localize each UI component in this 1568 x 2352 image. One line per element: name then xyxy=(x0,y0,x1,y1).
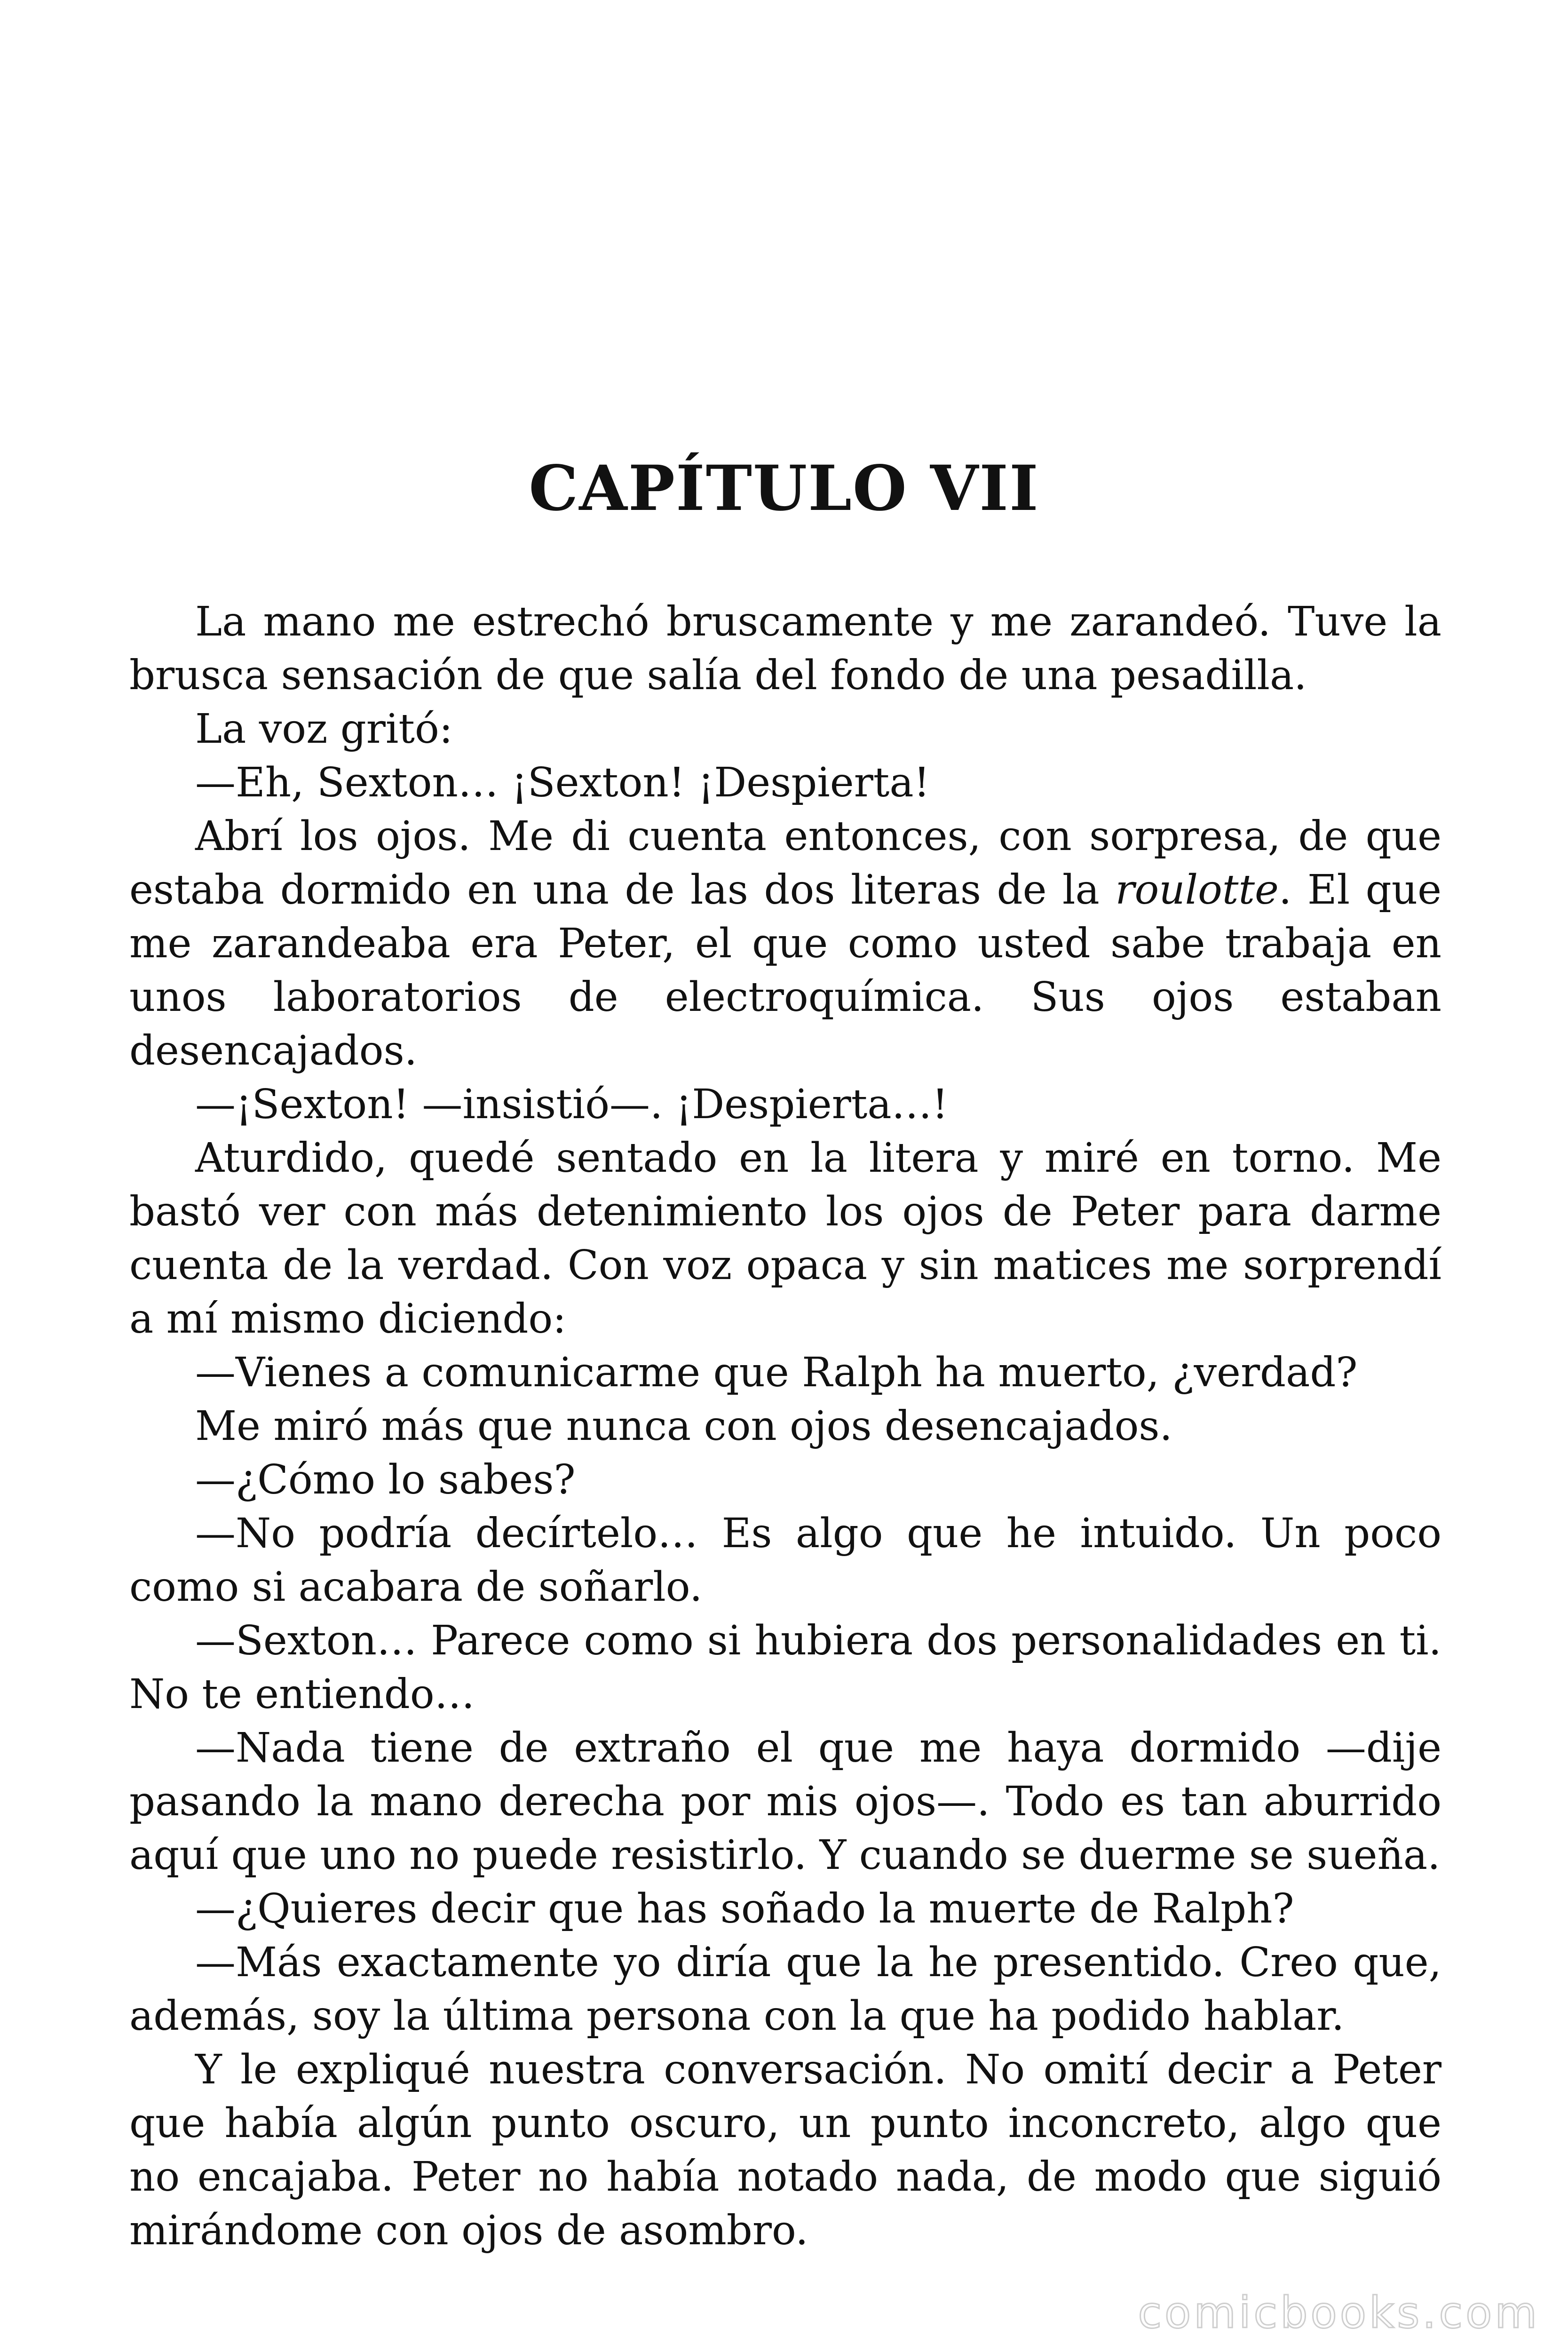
paragraph: Me miró más que nunca con ojos desencajados. xyxy=(195,1403,1172,1450)
paragraph: —No podría decírtelo… Es algo que he intuido. Un poco como si acabara de soñarlo. xyxy=(129,1510,1441,1611)
paragraph: La voz gritó: xyxy=(195,706,453,753)
watermark: comicbooks.com xyxy=(1138,2288,1540,2338)
paragraph: —¡Sexton! —insistió—. ¡Despierta…! xyxy=(195,1081,949,1128)
paragraph: —¿Quieres decir que has soñado la muerte de Ralph? xyxy=(195,1885,1294,1932)
paragraph-text: Abrí los ojos. Me di cuenta entonces, con sorpresa, de que estaba dormido en una de las dos literas de la xyxy=(129,813,1441,914)
paragraph: —Nada tiene de extraño el que me haya dormido —dije pasando la mano derecha por mis ojos—. Todo es tan aburrido aquí que uno no puede resistirlo. Y cuando se duerme se sueña. xyxy=(129,1724,1441,1879)
paragraph: La mano me estrechó bruscamente y me zarandeó. Tuve la brusca sensación de que salía del fondo de una pesadilla. xyxy=(129,598,1441,699)
paragraph: Aturdido, quedé sentado en la litera y miré en torno. Me bastó ver con más detenimiento los ojos de Peter para darme cuenta de la verdad. Con voz opaca y sin matices me sorprendí a mí mismo diciendo: xyxy=(129,1135,1441,1343)
paragraph-text: . El que me zarandeaba era Peter, el que como usted sabe trabaja en unos laboratorios de electroquímica. Sus ojos estaban desencajados. xyxy=(129,866,1441,1074)
paragraph: —Más exactamente yo diría que la he presentido. Creo que, además, soy la última persona con la que ha podido hablar. xyxy=(129,1939,1441,2040)
paragraph: Y le expliqué nuestra conversación. No omití decir a Peter que había algún punto oscuro, un punto inconcreto, algo que no encajaba. Peter no había notado nada, de modo que siguió mirándome con ojos de asombro. xyxy=(129,2046,1441,2254)
paragraph xyxy=(129,810,1441,1078)
paragraph: —Eh, Sexton… ¡Sexton! ¡Despierta! xyxy=(195,759,930,806)
paragraph: —¿Cómo lo sabes? xyxy=(195,1456,576,1503)
italic-word: roulotte xyxy=(1115,866,1279,914)
chapter-body xyxy=(129,595,1441,2257)
paragraph: —Vienes a comunicarme que Ralph ha muerto, ¿verdad? xyxy=(195,1349,1358,1396)
chapter-title: CAPÍTULO VII xyxy=(529,452,1039,525)
paragraph: —Sexton… Parece como si hubiera dos personalidades en ti. No te entiendo… xyxy=(129,1617,1441,1718)
